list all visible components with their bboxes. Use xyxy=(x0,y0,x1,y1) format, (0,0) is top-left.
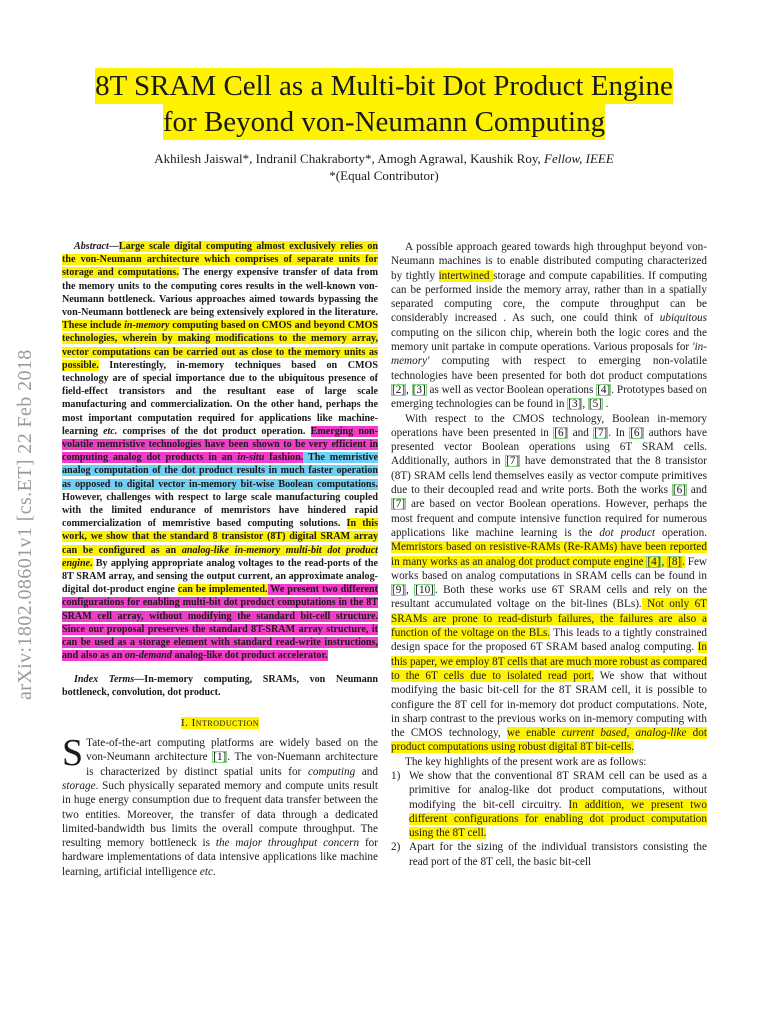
section-heading xyxy=(62,717,378,730)
abstract-text: analog-like in-memory multi-bit dot product engine xyxy=(62,544,378,569)
citation-link[interactable]: [4] xyxy=(597,383,611,396)
citation-link[interactable]: [7] xyxy=(594,426,608,439)
body-text: . In xyxy=(608,426,630,439)
intro-text: Tate-of-the-art computing platforms are widely based on the von-Neumann architecture xyxy=(86,737,378,764)
list-item xyxy=(391,840,707,869)
body-text: dot product computations using robust digital 8T bit-cells. xyxy=(391,727,707,754)
body-text: The key highlights of the present work are as follows: xyxy=(405,755,647,768)
citation-link[interactable]: [9] xyxy=(392,584,406,597)
intro-paragraph xyxy=(62,732,379,879)
intro-text: storage xyxy=(62,780,96,792)
body-text: current based, analog-like xyxy=(561,727,687,740)
abstract-text: However, challenges with respect to large scale manufacturing coupled with the limited endurance of memristors have hindered rapid commercialization of memristive based computing solutions. xyxy=(62,491,378,530)
intro-text: and xyxy=(355,765,378,778)
list-text: We show that the conventional 8T SRAM cell can be used as a primitive for analog-like dot product computations, without modifying the bit-cell circuitry. xyxy=(409,769,707,811)
abstract-text: The energy expensive transfer of data from the memory units to the computing cores results in the well-known von-Neumann bottleneck. Various approaches aimed towards bypassing the von-Neumann bottleneck are being extensively explored in the literature. xyxy=(62,267,379,319)
index-terms-lead: Index Terms xyxy=(74,673,135,685)
body-text: authors have presented vector Boolean operations using 6T SRAM cells. Additionally, authors in xyxy=(391,426,708,468)
citation-link[interactable]: [6] xyxy=(630,426,644,439)
abstract-text: accelerator. xyxy=(277,650,328,662)
abstract-text: The memristive analog computation of the dot product results in much faster operation as opposed to digital vector in-memory bit-wise Boolean computations. xyxy=(62,452,378,490)
abstract-text: We present two different configurations for enabling multi-bit dot product computations in the 8T SRAM cell array, without modifying the standard bit-cell structure. Since our proposal preserves the standard 8T-SRAM array structure, it can be used as a storage element with standard read-write instructions, and also as an xyxy=(62,584,378,662)
right-column xyxy=(391,240,707,869)
body-text: 'in-memory' xyxy=(391,341,707,368)
intro-text: the major throughput concern xyxy=(215,837,360,850)
abstract-text: can be implemented. xyxy=(177,584,268,596)
body-text: dot product xyxy=(599,526,655,539)
paper-title xyxy=(0,68,768,140)
abstract-lead: Abstract xyxy=(74,241,109,252)
abstract-text: By applying appropriate analog voltages to the read-ports of the 8T SRAM array, and sensing the output current, an approximate analog-digital dot-product engine xyxy=(62,557,378,596)
body-text: . xyxy=(682,555,685,568)
drop-cap: S xyxy=(62,732,84,775)
abstract-text: analog-like dot product xyxy=(171,650,278,662)
abstract-text: Large scale digital computing almost exclusively relies on the von-Neumann architecture which comprises of separate units for storage and computations. xyxy=(62,241,378,279)
list-text: In addition, we present two different configurations for enabling dot product computation using the 8T cell. xyxy=(409,798,707,840)
intro-text: . The von-Nuemann architecture is characterized by distinct spatial units for xyxy=(86,751,379,778)
body-text: we enable xyxy=(506,727,562,740)
index-terms-text: In-memory computing, SRAMs, von Neumann bottleneck, convolution, dot product. xyxy=(62,673,378,698)
body-text: and xyxy=(686,484,708,497)
abstract-text: Interestingly, in-memory techniques based on CMOS technology are of special importance due to the ubiquitous presence of field-effect transistors and the resultant ease of large scale manufacturing and commercialization. On the other hand, perhaps the most important computation required for applications like machine-learning xyxy=(62,359,378,437)
body-text: intertwined xyxy=(438,269,494,282)
body-paragraph xyxy=(391,755,707,769)
citation-link[interactable]: [2] xyxy=(392,383,406,396)
body-text: . Prototypes based on emerging technologies can be found in xyxy=(391,383,707,411)
body-text: With respect to the CMOS technology, Boolean in-memory operations have been presented in xyxy=(391,412,707,439)
body-text: ubiquitous xyxy=(659,312,707,325)
intro-text: etc xyxy=(199,865,213,878)
abstract-text: in-memory xyxy=(124,320,170,332)
abstract-text: etc. xyxy=(103,425,118,437)
body-text: have demonstrated that the 8 transistor (8T) SRAM cells lend themselves easily as vector compute primitives due to their decoupled read and write ports. Both the works xyxy=(391,455,707,497)
citation-link[interactable]: [6] xyxy=(672,484,686,497)
list-item xyxy=(391,769,707,840)
list-number: 1) xyxy=(391,769,401,782)
citation-link[interactable]: [4] xyxy=(647,555,661,568)
body-text: , xyxy=(406,383,412,396)
title-line-1: 8T SRAM Cell as a Multi-bit Dot Product Engine xyxy=(95,70,673,102)
body-paragraph xyxy=(391,240,707,412)
body-paragraph xyxy=(391,412,707,755)
section-heading-text: I. Introduction xyxy=(180,716,260,729)
citation-link[interactable]: [10] xyxy=(415,584,434,597)
intro-text: computing xyxy=(307,765,356,778)
list-text: Apart for the sizing of the individual transistors consisting the read port of the 8T cell, the basic bit-cell xyxy=(409,841,707,868)
citation-link[interactable]: [3] xyxy=(568,398,582,411)
body-text: A possible approach geared towards high throughput beyond von-Neumann machines is to enable distributed computing characterized by tightly xyxy=(391,241,707,282)
abstract-text: Emerging non-volatile memristive technologies have been shown to be very efficient in computing analog dot products in an xyxy=(62,425,379,464)
author-names: Akhilesh Jaiswal*, Indranil Chakraborty*, Amogh Agrawal, Kaushik Roy, xyxy=(154,151,541,166)
title-line-2: for Beyond von-Neumann Computing xyxy=(162,106,606,138)
body-text: are based on vector Boolean operations. However, perhaps the most frequent and compute intensive function required for numerous applications like machine learning is the xyxy=(391,498,707,539)
citation-link[interactable]: [5] xyxy=(588,398,602,411)
abstract-text: These include xyxy=(62,320,125,332)
body-text: Not only 6T SRAMs are prone to read-disturb failures, the failures are also a function of the voltage on the BLs. xyxy=(391,598,707,640)
intro-text: . xyxy=(212,865,216,878)
body-text: , xyxy=(661,555,668,568)
author-block xyxy=(0,150,768,184)
index-terms: Index Terms—In-memory computing, SRAMs, von Neumann bottleneck, convolution, dot product. xyxy=(62,673,378,698)
body-text: . Both these works use 6T SRAM cells and rely on the resultant accumulated voltage on the bit-lines (BLs). xyxy=(391,584,707,611)
body-text: and xyxy=(568,426,594,439)
abstract-text: fashion. xyxy=(264,452,304,464)
citation-link[interactable]: [7] xyxy=(392,498,406,511)
body-text: In this paper, we employ 8T cells that are much more robust as compared to the 6T cells due to isolated read port. xyxy=(391,641,707,682)
left-column xyxy=(62,240,378,879)
body-text: We show that without modifying the basic bit-cell for the 8T SRAM cell, it is possible to configure the 8T cell for in-memory dot product computations. Note, in sharp contrast to the previous works on in-memory computing with the CMOS technology, xyxy=(391,669,707,740)
body-text: This leads to a tightly constrained design space for the proposed 6T SRAM based analog computing. xyxy=(391,627,707,654)
body-text: , xyxy=(406,584,415,597)
author-note: *(Equal Contributor) xyxy=(329,168,439,183)
body-text: as well as vector Boolean operations xyxy=(426,383,597,396)
body-text: operation. xyxy=(654,526,707,539)
intro-text: for hardware implementations of data intensive applications like machine learning, artificial intelligence xyxy=(62,837,378,878)
highlights-list xyxy=(391,769,707,869)
body-text: Memristors based on resistive-RAMs (Re-RAMs) have been reported in many works as an analog dot product compute engine xyxy=(391,541,707,568)
arxiv-stamp: arXiv:1802.08601v1 [cs.ET] 22 Feb 2018 xyxy=(14,349,36,700)
abstract-text: comprises of the dot product operation. xyxy=(117,425,311,437)
author-role: Fellow, IEEE xyxy=(544,151,614,166)
body-text: computing with respect to emerging non-volatile technologies have been presented for both dot product computations xyxy=(391,355,707,382)
abstract-text: in-situ xyxy=(237,452,265,464)
abstract-text: computing based on CMOS and beyond CMOS technologies, wherein by making modifications to the memory array, vector computations can be carried out as close to the memory units as possible. xyxy=(62,320,378,371)
abstract-text: on-demand xyxy=(124,650,172,662)
citation-link[interactable]: [8] xyxy=(668,555,682,568)
intro-text: . Such physically separated memory and compute units result in huge energy consumption due to frequent data transfer between the two entities. Moreover, the transfer of data through a dedicated limited-bandwidth bus limits the overall compute throughput. The resulting memory bottleneck is xyxy=(62,780,378,850)
citation-link[interactable]: [1] xyxy=(213,751,227,764)
abstract-text: . xyxy=(90,557,93,569)
abstract: Abstract—Large scale digital computing almost exclusively relies on the von-Neumann architecture which comprises of separate units for storage and computations. The energy expensive transfer of data from the memory units to the computing cores results in the well-known von-Neumann bottleneck. Various approaches aimed towards bypassing the von-Neumann bottleneck are being extensively explored in the literature. These include in-memory computing based on CMOS and beyond CMOS technologies, wherein by making modifications to the memory array, vector computations can be carried out as close to the memory units as possible. Interestingly, in-memory techniques based on CMOS technology are of special importance due to the ubiquitous presence of field-effect transistors and the resultant ease of large scale manufacturing and commercialization. On the other hand, perhaps the most important computation required for applications like machine-learning etc. comprises of the dot product operation. Emerging non-volatile memristive technologies have been shown to be very efficient in computing analog dot products in an in-situ fashion. The memristive analog computation of the dot product results in much faster operation as opposed to digital vector in-memory bit-wise Boolean computations. However, challenges with respect to large scale manufacturing coupled with the limited endurance of memristors have hindered rapid commercialization of memristive based computing solutions. In this work, we show that the standard 8 transistor (8T) digital SRAM array can be configured as an analog-like in-memory multi-bit dot product engine. By applying appropriate analog voltages to the read-ports of the 8T SRAM array, and sensing the output current, an approximate analog-digital dot-product engine can be implemented. We present two different configurations for enabling multi-bit dot product computations in the 8T SRAM cell array, without modifying the standard bit-cell structure. Since our proposal preserves the standard 8T-SRAM array structure, it can be used as a storage element with standard read-write instructions, and also as an on-demand analog-like dot product accelerator. xyxy=(62,241,379,662)
list-number: 2) xyxy=(391,841,401,854)
body-text: Few works based on analog computations in SRAM cells can be found in xyxy=(391,555,708,582)
citation-link[interactable]: [7] xyxy=(506,455,520,468)
abstract-text: In this work, we show that the standard 8 transistor (8T) digital SRAM array can be configured as an xyxy=(62,518,378,556)
citation-link[interactable]: [3] xyxy=(412,383,426,396)
body-text: storage and compute capabilities. If computing can be performed inside the memory array, rather than in a spatially separated computing core, the compute throughput can be considerably increased . As such, one could think of xyxy=(391,269,708,325)
body-text: . xyxy=(602,398,609,411)
citation-link[interactable]: [6] xyxy=(554,426,568,439)
body-text: , xyxy=(582,398,588,411)
body-text: computing on the silicon chip, wherein both the logic cores and the memory unit partake in compute operations. Various proposals for xyxy=(391,326,707,354)
